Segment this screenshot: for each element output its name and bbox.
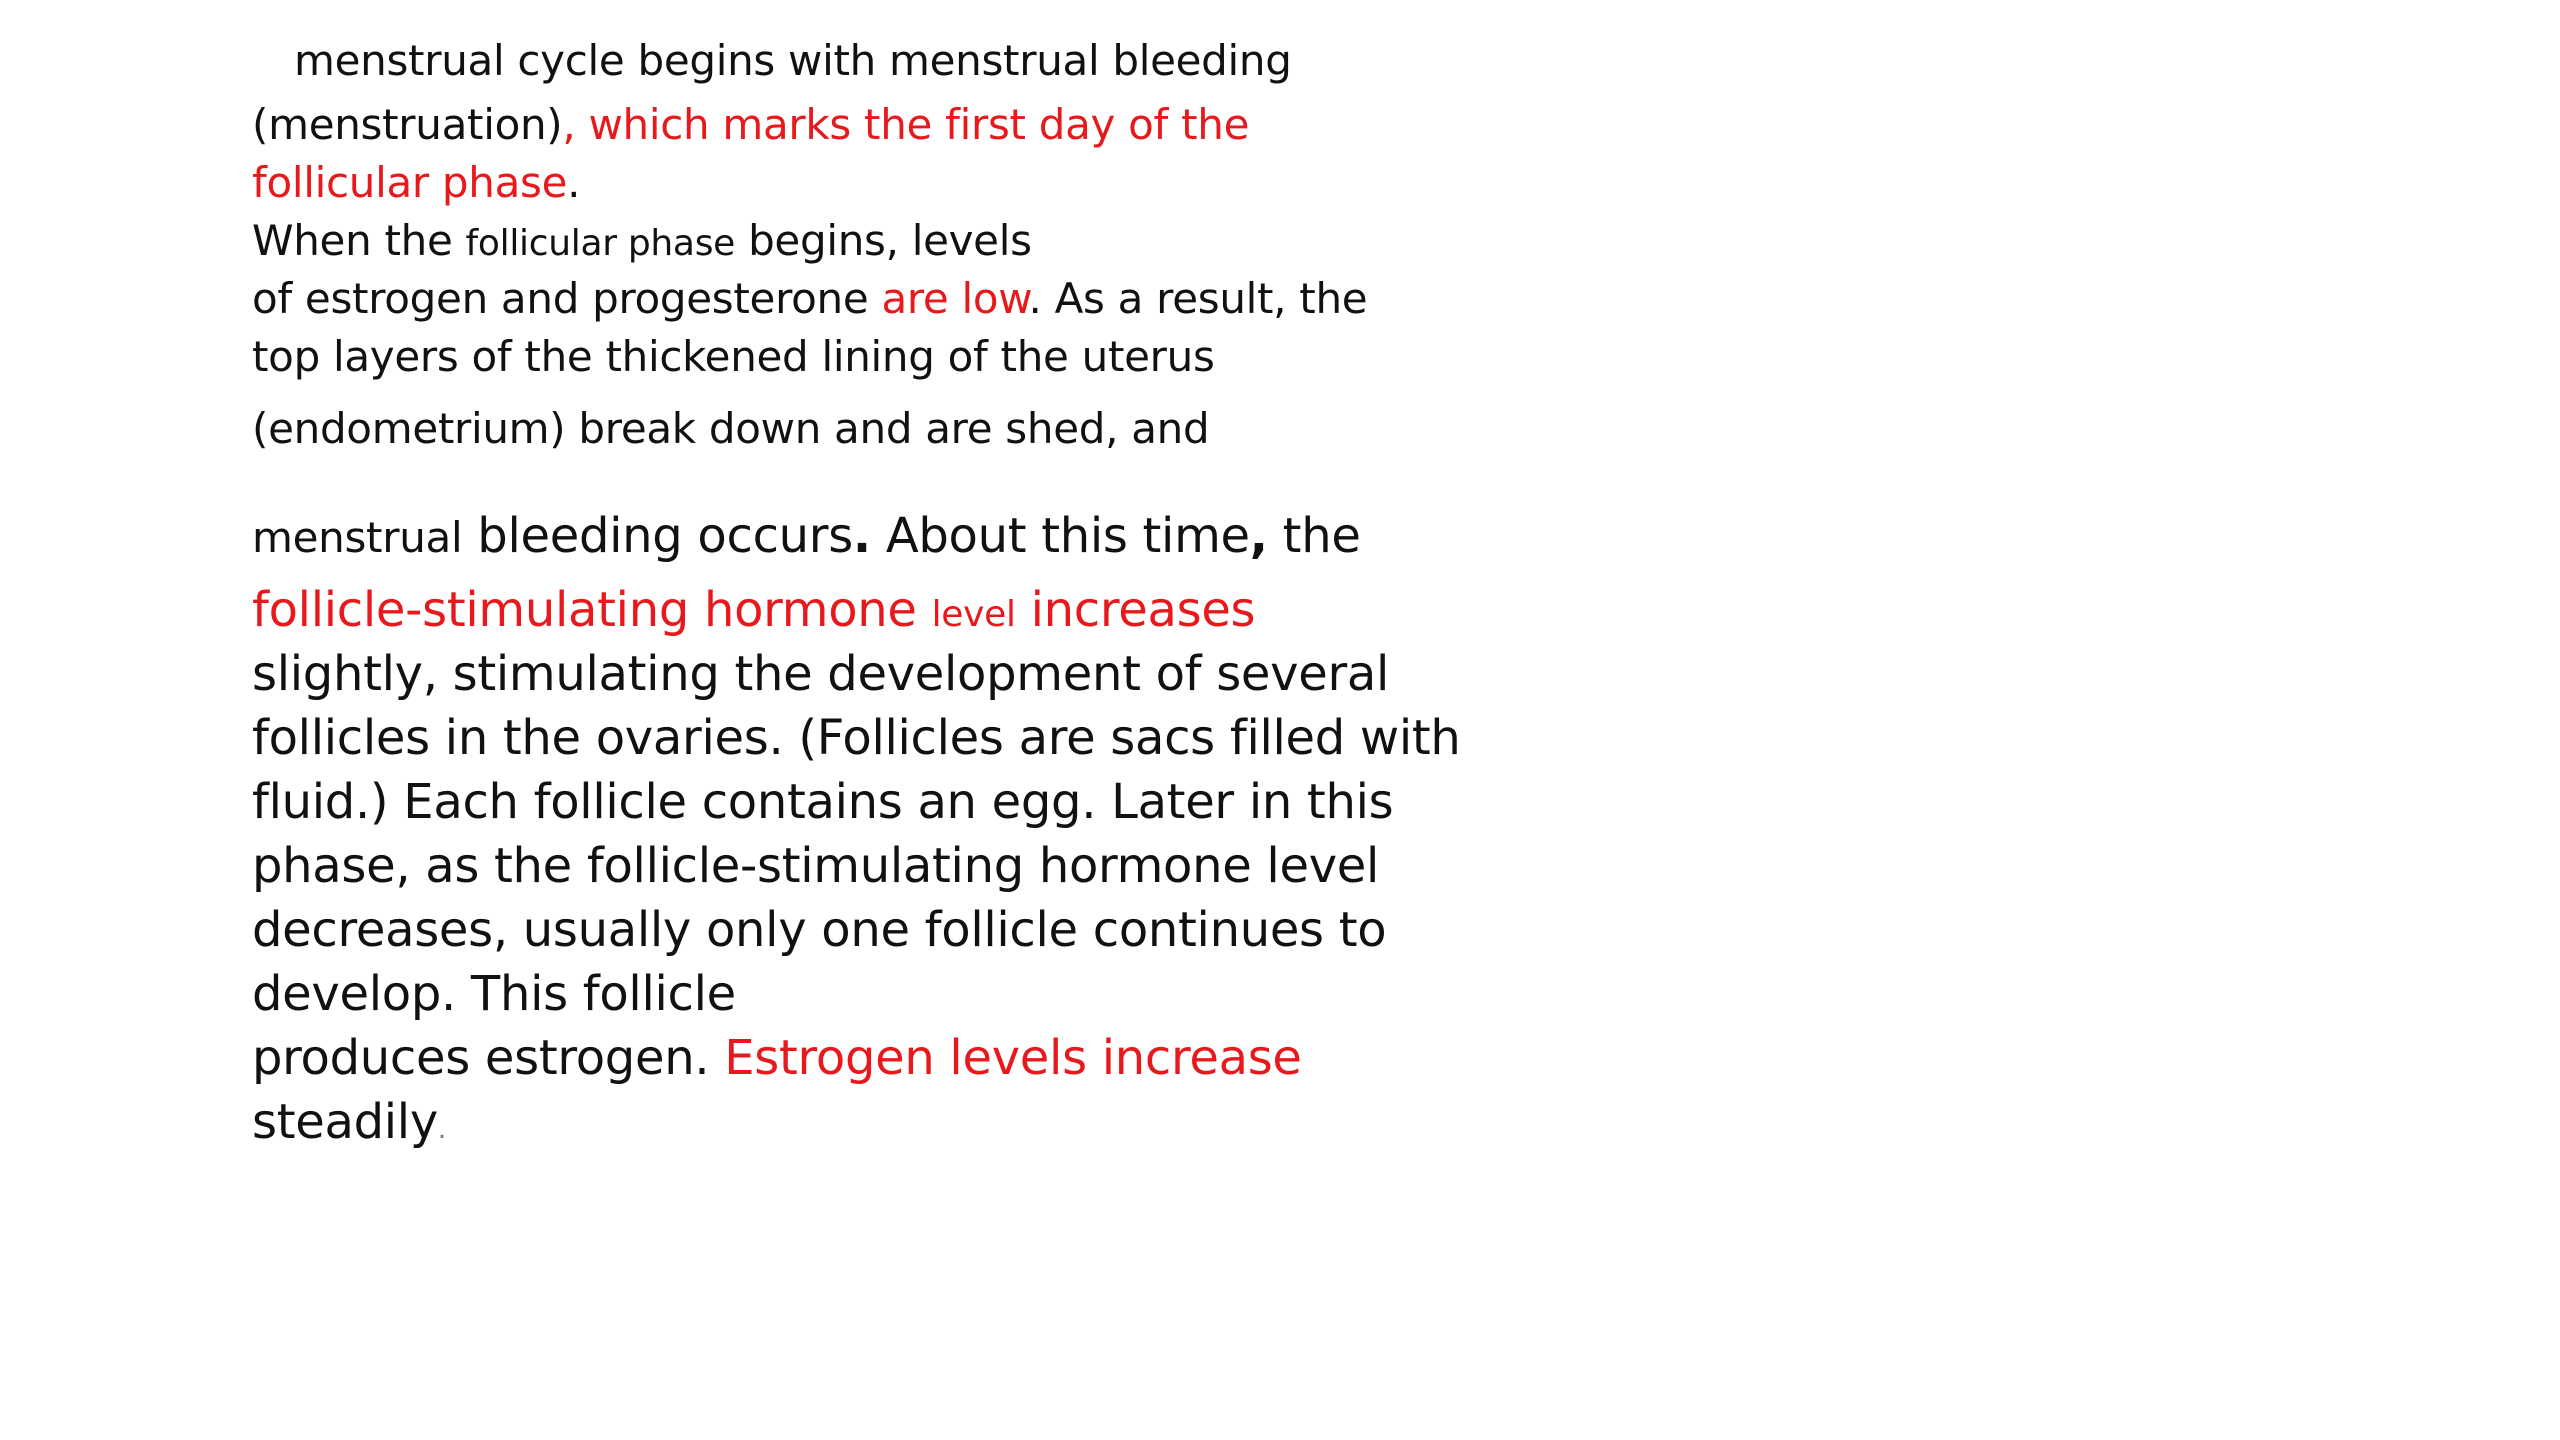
text-line	[252, 646, 1389, 702]
text-line	[252, 1030, 1302, 1086]
text-run: follicles in the ovaries. (Follicles are sacs filled with	[252, 710, 1461, 766]
text-line	[252, 774, 1393, 830]
text-line	[252, 902, 1386, 958]
text-line	[252, 274, 1367, 323]
text-line	[252, 332, 1215, 381]
text-run: the	[1267, 508, 1361, 564]
highlighted-text: are low	[881, 274, 1029, 323]
text-run: follicular phase	[465, 223, 736, 264]
text-run: . As a result, the	[1028, 274, 1368, 323]
text-run: ,	[1249, 508, 1268, 564]
text-run: bleeding occurs	[462, 508, 853, 564]
text-run: .	[852, 508, 871, 564]
text-run: slightly, stimulating the development of several	[252, 646, 1390, 702]
text-line	[252, 838, 1379, 894]
text-line	[252, 582, 1255, 638]
text-run: top layers of the thickened lining of the uterus	[252, 332, 1215, 381]
text-run: phase, as the follicle-stimulating hormone level	[252, 838, 1380, 894]
text-line	[294, 36, 1292, 85]
text-line	[252, 216, 1032, 265]
text-line	[252, 1094, 446, 1150]
text-line	[252, 508, 1361, 564]
text-run: begins, levels	[735, 216, 1032, 265]
text-run: (menstruation)	[252, 100, 563, 149]
text-run: steadily	[252, 1094, 438, 1150]
text-run: fluid.) Each follicle contains an egg. Later in this	[252, 774, 1394, 830]
text-run: decreases, usually only one follicle continues to	[252, 902, 1387, 958]
text-line	[252, 710, 1461, 766]
highlighted-text: increases	[1015, 582, 1256, 638]
text-line	[252, 966, 736, 1022]
text-run: develop. This follicle	[252, 966, 736, 1022]
text-run: .	[567, 158, 581, 207]
text-run: of estrogen and progesterone	[252, 274, 882, 323]
text-run: produces estrogen.	[252, 1030, 725, 1086]
highlighted-text: level	[931, 594, 1016, 635]
text-line	[252, 404, 1209, 453]
highlighted-text: Estrogen levels increase	[724, 1030, 1302, 1086]
highlighted-text: , which marks the first day of the	[562, 100, 1250, 149]
text-run: About this time	[870, 508, 1250, 564]
text-line	[252, 158, 580, 207]
text-line	[252, 100, 1249, 149]
highlighted-text: follicle-stimulating hormone	[252, 582, 932, 638]
text-run: .	[437, 1115, 446, 1145]
highlighted-text: follicular phase	[252, 158, 568, 207]
text-run: menstrual cycle begins with menstrual bleeding	[294, 36, 1292, 85]
text-run: menstrual	[252, 513, 463, 562]
text-run: When the	[252, 216, 466, 265]
text-run: (endometrium) break down and are shed, and	[252, 404, 1210, 453]
